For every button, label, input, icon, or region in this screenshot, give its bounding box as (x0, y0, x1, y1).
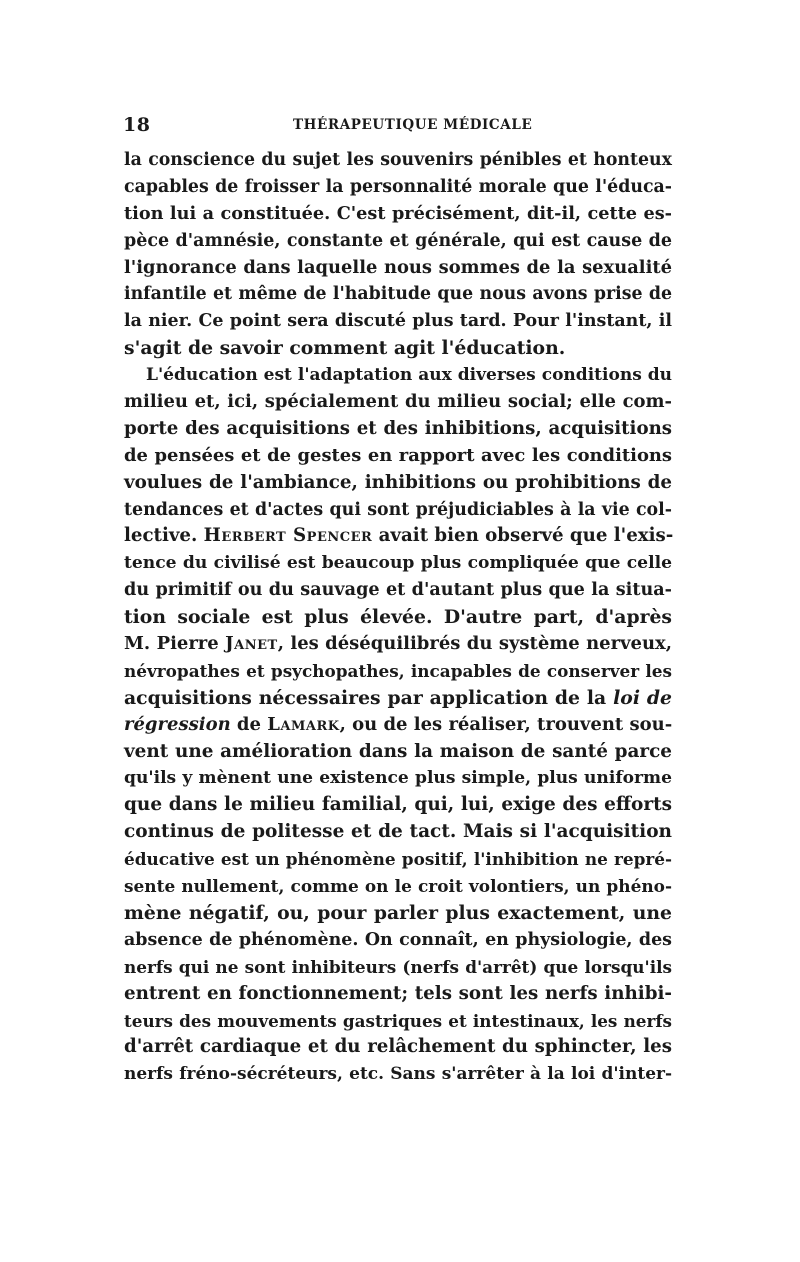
text-line: nerfs fréno-sécréteurs, etc. Sans s'arrêter à la loi d'inter- (124, 1064, 672, 1085)
text-line: du primitif ou du sauvage et d'autant plus que la situa- (124, 579, 672, 601)
text-line: capables de froisser la personnalité morale que l'éduca- (124, 176, 672, 197)
text-line: s'agit de savoir comment agit l'éducation. (124, 337, 566, 360)
author-name: Herbert Spencer (203, 525, 373, 547)
text-line: infantile et même de l'habitude que nous avons prise de (124, 284, 672, 305)
text-line: éducative est un phénomène positif, l'inhibition ne repré- (124, 849, 672, 870)
running-head: THÉRAPEUTIQUE MÉDICALE (293, 117, 533, 133)
text-line: M. Pierre Janet, les déséquilibrés du système nerveux, (124, 633, 672, 655)
text-line: névropathes et psychopathes, incapables de conserver les (124, 660, 672, 681)
text-line: porte des acquisitions et des inhibitions, acquisitions (124, 417, 672, 439)
text-line: d'arrêt cardiaque et du relâchement du sphincter, les (124, 1036, 672, 1058)
page-number: 18 (123, 114, 151, 136)
text-line: vent une amélioration dans la maison de santé parce (124, 740, 672, 762)
text-line: que dans le milieu familial, qui, lui, exige des efforts (124, 794, 672, 816)
text-line: tendances et d'actes qui sont préjudiciables à la vie col- (124, 499, 672, 520)
text-line: pèce d'amnésie, constante et générale, qui est cause de (124, 230, 672, 251)
text-line: tion lui a constituée. C'est précisément, dit-il, cette es- (124, 202, 672, 224)
text-line: milieu et, ici, spécialement du milieu social; elle com- (124, 391, 672, 413)
text-line: acquisitions nécessaires par application de la loi de (124, 686, 672, 709)
text-line: entrent en fonctionnement; tels sont les nerfs inhibi- (124, 982, 672, 1004)
text-line: sente nullement, comme on le croit volontiers, un phéno- (124, 876, 672, 897)
italic-term: loi de (613, 686, 672, 709)
text-line: lective. Herbert Spencer avait bien observé que l'exis- (124, 525, 674, 547)
text-line: continus de politesse et de tact. Mais si l'acquisition (124, 821, 672, 843)
paragraph (124, 147, 672, 362)
text-line: mène négatif, ou, pour parler plus exactement, une (124, 901, 672, 924)
page-header (123, 114, 671, 138)
italic-term: régression (124, 713, 231, 735)
text-line: qu'ils y mènent une existence plus simple, plus uniforme (124, 768, 672, 789)
text-line: la nier. Ce point sera discuté plus tard. Pour l'instant, il (124, 311, 672, 332)
text-line: teurs des mouvements gastriques et intestinaux, les nerfs (124, 1010, 672, 1031)
author-name: Lamark (267, 713, 340, 735)
paragraph (124, 362, 672, 1088)
text-line: L'éducation est l'adaptation aux diverses conditions du (146, 365, 672, 386)
text-line: tence du civilisé est beaucoup plus compliquée que celle (124, 553, 672, 574)
text-line: l'ignorance dans laquelle nous sommes de la sexualité (124, 256, 672, 278)
text-line: voulues de l'ambiance, inhibitions ou prohibitions de (124, 471, 672, 493)
text-line: absence de phénomène. On connaît, en physiologie, des (124, 929, 672, 950)
text-line: tion sociale est plus élevée. D'autre part, d'après (124, 606, 672, 629)
author-name: Janet (225, 633, 278, 655)
text-line: la conscience du sujet les souvenirs pénibles et honteux (124, 150, 672, 170)
body-text (124, 147, 672, 1088)
text-line: nerfs qui ne sont inhibiteurs (nerfs d'arrêt) que lorsqu'ils (124, 956, 672, 977)
text-line: régression de Lamark, ou de les réaliser, trouvent sou- (124, 713, 673, 735)
text-line: de pensées et de gestes en rapport avec les conditions (124, 444, 672, 466)
